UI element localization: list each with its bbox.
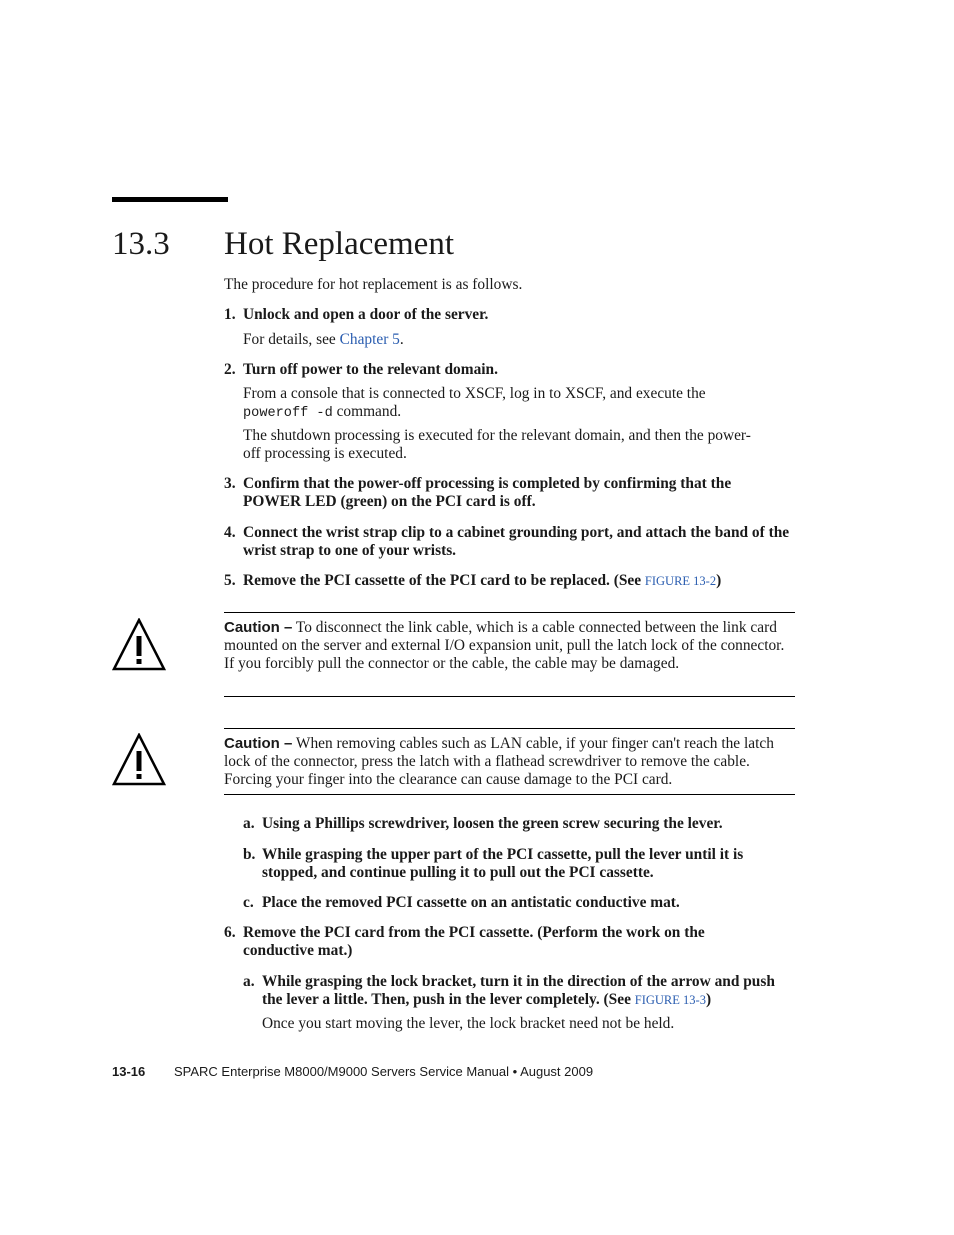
step-text: Turn off power to the relevant domain. <box>243 361 498 378</box>
step-number: 3. <box>224 475 236 492</box>
step-number: 5. <box>224 572 236 589</box>
substep-text: While grasping the upper part of the PCI cassette, pull the lever until it is stopped, and continue pulling it to pull out the PCI cassette. <box>262 846 744 881</box>
substep-text: Using a Phillips screwdriver, loosen the green screw securing the lever. <box>262 815 723 832</box>
step-2-paragraph-1 <box>243 385 763 423</box>
substep-letter: c. <box>243 894 254 911</box>
step-4 <box>224 524 795 560</box>
step-6 <box>224 924 744 960</box>
substep-letter: a. <box>243 973 255 990</box>
substep-text-close: ) <box>705 991 712 1008</box>
step-number: 2. <box>224 361 236 378</box>
paragraph-text: From a console that is connected to XSCF, log in to XSCF, and execute the <box>243 385 706 402</box>
figure-13-3-link[interactable]: FIGURE 13-3 <box>634 993 706 1007</box>
caution-text: To disconnect the link cable, which is a cable connected between the link card mounted on the server and external I/O expansion unit, pull the latch lock of the connector. If you forcibly pull the connector or the cable, the cable may be damaged. <box>224 619 785 672</box>
substep-letter: a. <box>243 815 255 832</box>
substep-5a <box>243 815 795 833</box>
caution-label: Caution – <box>224 619 293 636</box>
step-2 <box>224 361 795 379</box>
step-text: Remove the PCI card from the PCI cassette. (Perform the work on the conductive mat.) <box>243 924 705 959</box>
section-number: 13.3 <box>112 226 170 262</box>
substep-5b <box>243 846 788 882</box>
step-5 <box>224 572 795 590</box>
step-2-paragraph-2: The shutdown processing is executed for the relevant domain, and then the power-off processing is executed. <box>243 427 751 462</box>
intro-text: The procedure for hot replacement is as follows. <box>224 276 523 293</box>
step-text-close: ) <box>716 572 722 589</box>
substep-5c <box>243 894 795 912</box>
footer-text: SPARC Enterprise M8000/M9000 Servers Service Manual • August 2009 <box>174 1064 594 1079</box>
substep-letter: b. <box>243 846 256 863</box>
step-number: 6. <box>224 924 236 941</box>
page-number: 13-16 <box>112 1064 146 1079</box>
step-number: 4. <box>224 524 236 541</box>
substep-text <box>262 973 788 1009</box>
step-text: Connect the wrist strap clip to a cabinet grounding port, and attach the band of the wrist strap to one of your wrists. <box>243 524 790 559</box>
step-text-main: Remove the PCI cassette of the PCI card to be replaced. (See <box>243 572 645 589</box>
detail-suffix: . <box>399 331 404 348</box>
warning-icon <box>112 733 166 787</box>
warning-icon <box>112 618 166 672</box>
substep-text: Place the removed PCI cassette on an antistatic conductive mat. <box>262 894 680 911</box>
step-1 <box>224 306 795 324</box>
caution-box-1 <box>224 612 795 697</box>
substep-6a <box>243 973 788 1009</box>
substep-6a-detail: Once you start moving the lever, the lock bracket need not be held. <box>262 1015 675 1032</box>
caution-text: When removing cables such as LAN cable, if your finger can't reach the latch lock of the connector, press the latch with a flathead screwdriver to remove the cable. Forcing your finger into the clearance can cause damage to the PCI card. <box>224 735 774 788</box>
detail-prefix: For details, see <box>243 331 340 348</box>
section-title: Hot Replacement <box>224 226 455 262</box>
step-text <box>243 572 721 590</box>
caution-box-2 <box>224 728 795 795</box>
caution-label: Caution – <box>224 735 293 752</box>
figure-13-2-link[interactable]: FIGURE 13-2 <box>644 574 717 588</box>
step-text: Confirm that the power-off processing is completed by confirming that the POWER LED (green) on the PCI card is off. <box>243 475 732 510</box>
paragraph-text: command. <box>332 403 402 420</box>
step-1-detail <box>243 331 404 349</box>
code-poweroff: poweroff -d <box>243 406 333 421</box>
step-text: Unlock and open a door of the server. <box>243 306 489 323</box>
section-rule <box>112 197 228 202</box>
chapter-5-link[interactable]: Chapter 5 <box>339 331 400 348</box>
step-number: 1. <box>224 306 236 323</box>
step-3 <box>224 475 769 511</box>
substep-text-main: While grasping the lock bracket, turn it in the direction of the arrow and push the lever a little. Then, push in the lever completely. (See <box>262 973 775 1008</box>
